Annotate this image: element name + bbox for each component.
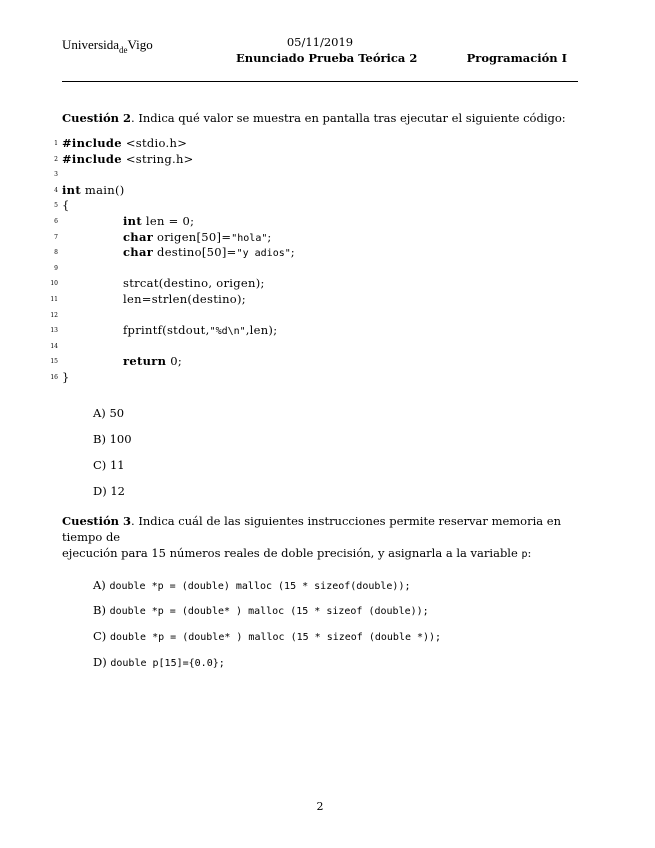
question-3-statement: Cuestión 3. Indica cuál de las siguientes instrucciones permite reservar memoria en tiempo de ejecución para 15 números reales de doble precisión, y asignarla a la variable p: <box>62 514 562 560</box>
answer-option[interactable]: D) double p[15]={0.0}; <box>93 655 225 669</box>
line-number: 14 <box>50 342 58 350</box>
code-text: char destino[50]="y adios"; <box>123 245 295 260</box>
line-number: 3 <box>54 171 58 179</box>
answer-option[interactable]: C) 11 <box>93 458 125 472</box>
line-number: 2 <box>54 155 58 163</box>
line-number: 5 <box>54 202 58 210</box>
line-number: 1 <box>54 140 58 147</box>
exam-title: Enunciado Prueba Teórica 2 <box>236 51 418 65</box>
code-text: len=strlen(destino); <box>123 292 246 306</box>
university-logo: Universida$_{de}$Vigo <box>62 37 153 55</box>
line-number: 6 <box>54 218 58 225</box>
answer-option[interactable]: D) 12 <box>93 484 125 498</box>
line-number: 7 <box>54 233 58 241</box>
line-number: 11 <box>50 296 58 303</box>
code-text: fprintf(stdout,"%d\n",len); <box>123 323 278 338</box>
code-text: strcat(destino, origen); <box>123 276 265 291</box>
line-number: 15 <box>50 358 58 366</box>
answer-option[interactable]: B) 100 <box>93 432 132 446</box>
line-number: 9 <box>54 264 58 272</box>
line-number: 12 <box>50 311 58 319</box>
header-rule <box>62 81 578 82</box>
line-number: 10 <box>50 280 58 288</box>
code-text: { <box>62 198 70 213</box>
line-number: 13 <box>50 327 58 335</box>
code-text: char origen[50]="hola"; <box>123 229 272 244</box>
exam-date: 05/11/2019 <box>286 35 354 49</box>
answer-option[interactable]: A) double *p = (double) malloc (15 * sizeof(double)); <box>93 578 411 592</box>
code-text: } <box>62 370 70 384</box>
code-text: int main() <box>62 182 125 197</box>
course-name: Programación I <box>466 51 567 65</box>
line-number: 16 <box>50 374 58 381</box>
page-number: 2 <box>316 800 324 813</box>
line-number: 8 <box>54 249 58 257</box>
code-text: return 0; <box>123 354 183 369</box>
answer-option[interactable]: A) 50 <box>93 406 125 420</box>
code-text: #include <string.h> <box>62 151 194 166</box>
answer-option[interactable]: B) double *p = (double* ) malloc (15 * sizeof (double)); <box>93 603 429 617</box>
answer-option[interactable]: C) double *p = (double* ) malloc (15 * sizeof (double *)); <box>93 629 442 643</box>
code-text: #include <stdio.h> <box>62 136 188 150</box>
code-text: int len = 0; <box>123 214 195 228</box>
line-number: 4 <box>54 186 58 194</box>
question-2-statement: Cuestión 2. Indica qué valor se muestra en pantalla tras ejecutar el siguiente código: <box>62 111 566 125</box>
